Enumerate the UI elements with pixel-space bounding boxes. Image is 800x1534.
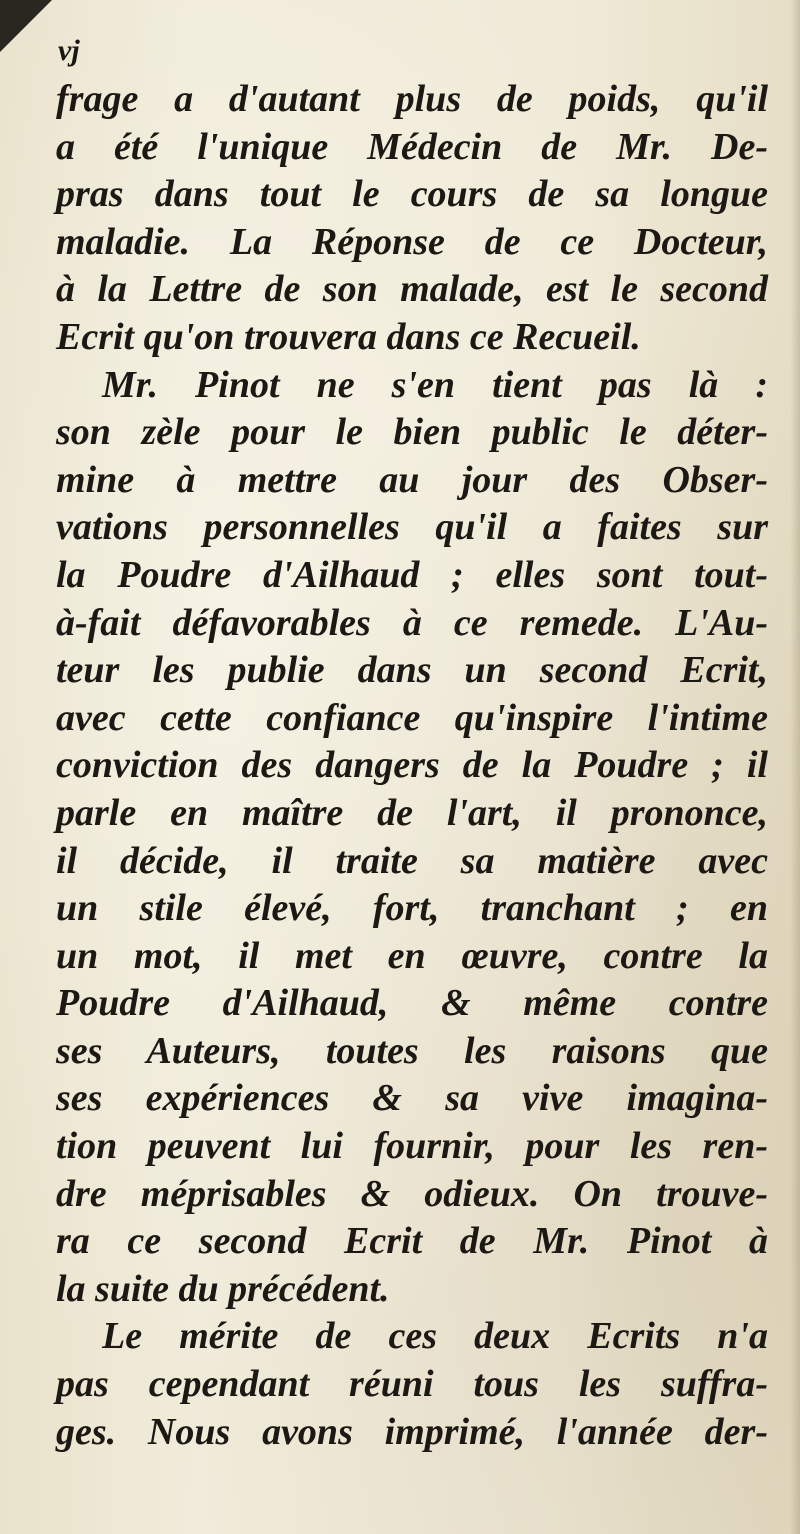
text-line: un mot, il met en œuvre, contre la: [56, 934, 768, 977]
text-line: Mr. Pinot ne s'en tient pas là :: [102, 363, 768, 406]
text-line: a été l'unique Médecin de Mr. De-: [56, 125, 768, 168]
body-text: [56, 76, 768, 1456]
text-line: conviction des dangers de la Poudre ; il: [56, 744, 768, 787]
text-line: teur les publie dans un second Ecrit,: [56, 649, 768, 692]
text-line: mine à mettre au jour des Obser-: [56, 458, 768, 501]
text-line: ra ce second Ecrit de Mr. Pinot à: [56, 1220, 768, 1263]
text-line: maladie. La Réponse de ce Docteur,: [56, 220, 768, 263]
text-line: ses expériences & sa vive imagina-: [56, 1077, 768, 1120]
text-line: Le mérite de ces deux Ecrits n'a: [102, 1315, 768, 1358]
text-line: tion peuvent lui fournir, pour les ren-: [56, 1125, 768, 1168]
text-line: pras dans tout le cours de sa longue: [56, 173, 768, 216]
text-line: la Poudre d'Ailhaud ; elles sont tout-: [56, 553, 768, 596]
text-line: Ecrit qu'on trouvera dans ce Recueil.: [56, 315, 641, 358]
text-line: vations personnelles qu'il a faites sur: [56, 506, 768, 549]
text-line: ges. Nous avons imprimé, l'année der-: [56, 1410, 768, 1453]
text-line: à-fait défavorables à ce remede. L'Au-: [56, 601, 768, 644]
text-line: ses Auteurs, toutes les raisons que: [56, 1029, 768, 1072]
text-line: pas cependant réuni tous les suffra-: [56, 1363, 768, 1406]
text-line: parle en maître de l'art, il prononce,: [56, 791, 768, 834]
text-line: dre méprisables & odieux. On trouve-: [56, 1172, 768, 1215]
text-line: il décide, il traite sa matière avec: [56, 839, 768, 882]
page-edge-shadow: [790, 0, 800, 1534]
text-line: Poudre d'Ailhaud, & même contre: [56, 982, 768, 1025]
text-line: frage a d'autant plus de poids, qu'il: [56, 78, 768, 120]
page-number: vj: [58, 34, 80, 67]
text-line: son zèle pour le bien public le déter-: [56, 411, 768, 454]
text-line: un stile élevé, fort, tranchant ; en: [56, 887, 768, 930]
text-line: à la Lettre de son malade, est le second: [56, 268, 768, 311]
text-line: avec cette confiance qu'inspire l'intime: [56, 696, 768, 739]
text-line: la suite du précédent.: [56, 1267, 390, 1310]
page-corner-shadow: [0, 0, 52, 52]
